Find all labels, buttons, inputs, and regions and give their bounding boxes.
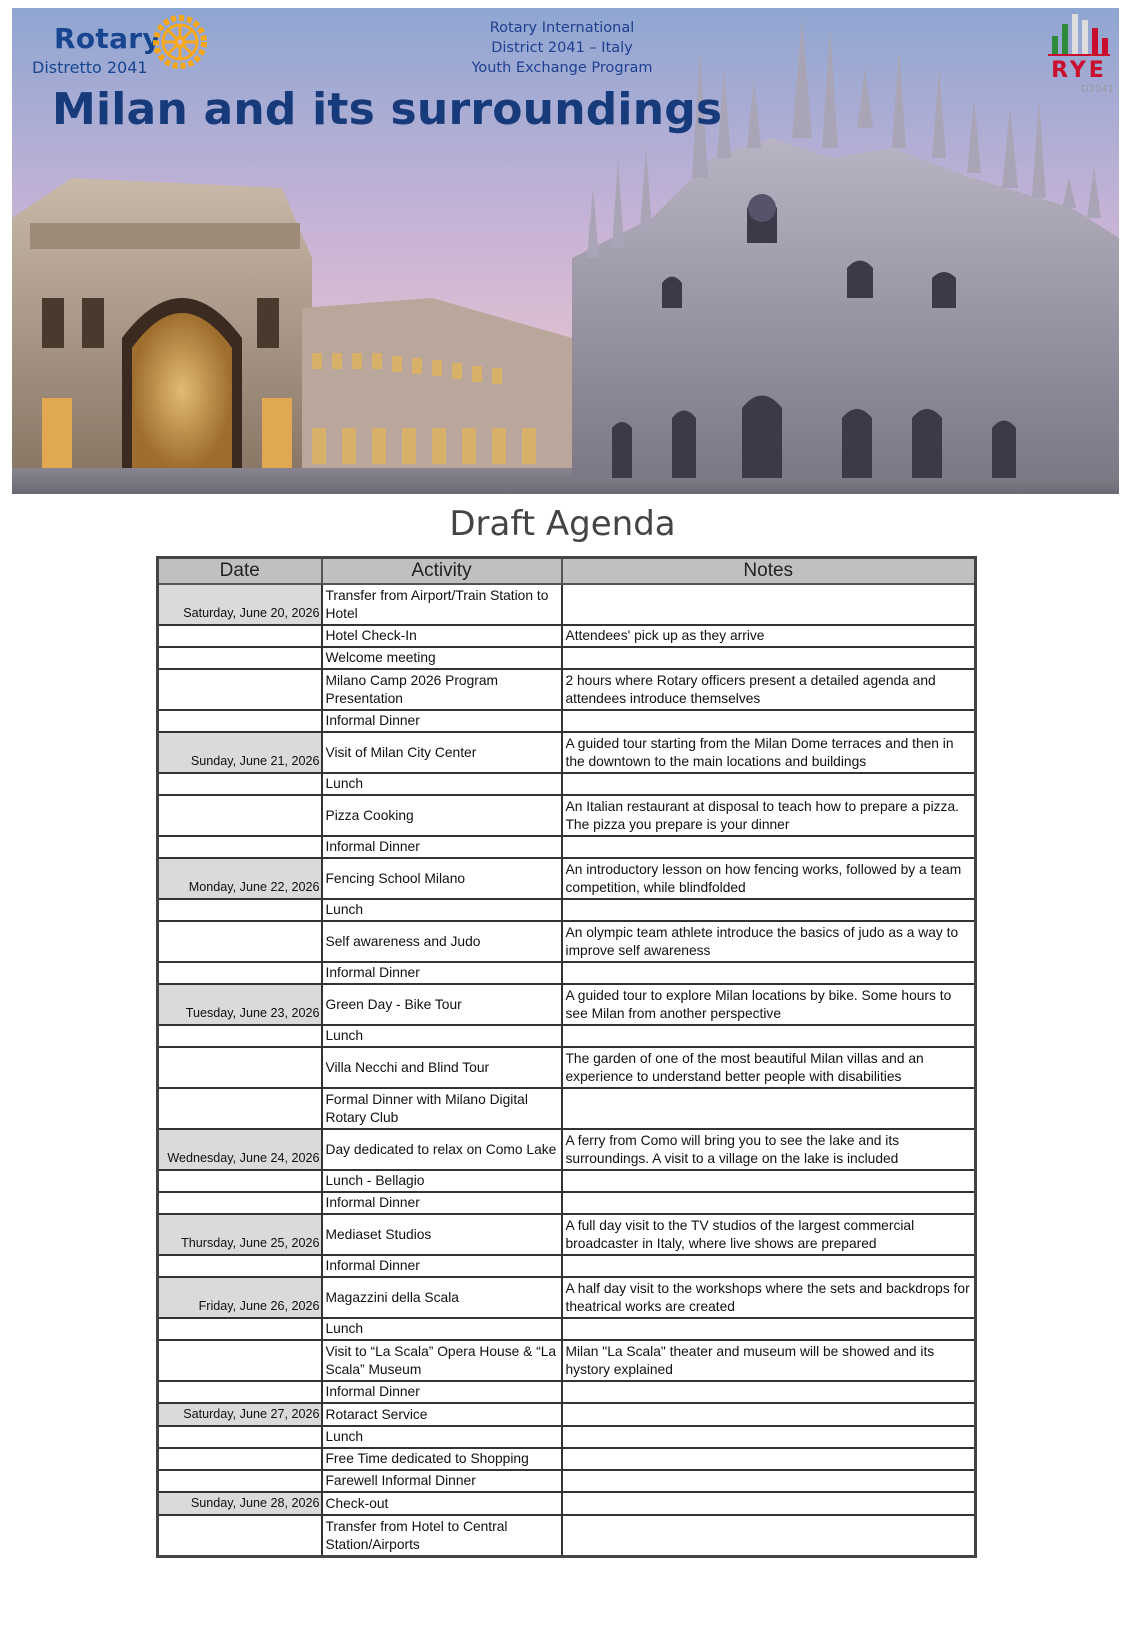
agenda-notes-cell: Milan "La Scala" theater and museum will be showed and its hystory explained [562, 1340, 976, 1381]
agenda-date-cell: Saturday, June 20, 2026 [158, 584, 322, 625]
agenda-notes-cell: A ferry from Como will bring you to see the lake and its surroundings. A visit to a village on the lake is included [562, 1129, 976, 1170]
agenda-notes-cell: A guided tour starting from the Milan Dome terraces and then in the downtown to the main locations and buildings [562, 732, 976, 773]
agenda-notes-cell: A guided tour to explore Milan locations by bike. Some hours to see Milan from another perspective [562, 984, 976, 1025]
agenda-activity-cell: Milano Camp 2026 Program Presentation [322, 669, 562, 710]
agenda-row [158, 1047, 976, 1088]
agenda-row [158, 1448, 976, 1470]
agenda-header-row [158, 558, 976, 585]
agenda-row [158, 732, 976, 773]
agenda-body [158, 584, 976, 1557]
rye-logo-subtext: D2041 [1080, 84, 1114, 95]
agenda-row [158, 669, 976, 710]
agenda-notes-cell [562, 1381, 976, 1403]
page-title: Milan and its surroundings [52, 84, 723, 135]
agenda-row [158, 1318, 976, 1340]
agenda-row [158, 1515, 976, 1557]
agenda-notes-cell [562, 962, 976, 984]
agenda-date-cell [158, 1381, 322, 1403]
rotary-wheel-icon [152, 14, 208, 70]
agenda-date-cell [158, 1318, 322, 1340]
agenda-activity-cell: Lunch [322, 899, 562, 921]
agenda-date-cell: Sunday, June 28, 2026 [158, 1492, 322, 1515]
agenda-activity-cell: Informal Dinner [322, 1255, 562, 1277]
agenda-date-cell: Saturday, June 27, 2026 [158, 1403, 322, 1426]
agenda-notes-cell [562, 1318, 976, 1340]
agenda-notes-cell: An olympic team athlete introduce the basics of judo as a way to improve self awareness [562, 921, 976, 962]
agenda-notes-cell [562, 836, 976, 858]
agenda-row [158, 1426, 976, 1448]
agenda-date-cell [158, 773, 322, 795]
rye-bars-icon [1044, 10, 1114, 56]
agenda-date-cell [158, 1047, 322, 1088]
agenda-date-cell [158, 1448, 322, 1470]
agenda-date-cell [158, 1170, 322, 1192]
agenda-date-cell: Friday, June 26, 2026 [158, 1277, 322, 1318]
agenda-activity-cell: Transfer from Hotel to Central Station/Airports [322, 1515, 562, 1557]
agenda-row [158, 1170, 976, 1192]
agenda-activity-cell: Farewell Informal Dinner [322, 1470, 562, 1492]
agenda-row [158, 836, 976, 858]
agenda-activity-cell: Lunch [322, 1426, 562, 1448]
agenda-date-cell [158, 1470, 322, 1492]
agenda-activity-cell: Lunch - Bellagio [322, 1170, 562, 1192]
agenda-row [158, 1025, 976, 1047]
agenda-notes-cell: 2 hours where Rotary officers present a detailed agenda and attendees introduce themselves [562, 669, 976, 710]
agenda-activity-cell: Fencing School Milano [322, 858, 562, 899]
agenda-notes-cell: Attendees' pick up as they arrive [562, 625, 976, 647]
agenda-row [158, 858, 976, 899]
agenda-date-cell [158, 1025, 322, 1047]
agenda-activity-cell: Day dedicated to relax on Como Lake [322, 1129, 562, 1170]
agenda-activity-cell: Rotaract Service [322, 1403, 562, 1426]
agenda-activity-cell: Formal Dinner with Milano Digital Rotary Club [322, 1088, 562, 1129]
agenda-notes-cell [562, 1426, 976, 1448]
agenda-row [158, 1088, 976, 1129]
agenda-row [158, 1214, 976, 1255]
agenda-notes-cell [562, 1448, 976, 1470]
header-banner [12, 8, 1119, 494]
agenda-row [158, 899, 976, 921]
column-header-notes: Notes [562, 558, 976, 585]
agenda-row [158, 710, 976, 732]
agenda-activity-cell: Informal Dinner [322, 962, 562, 984]
rotary-wordmark: Rotary [54, 22, 161, 55]
agenda-notes-cell [562, 1492, 976, 1515]
column-header-date: Date [158, 558, 322, 585]
agenda-notes-cell [562, 1170, 976, 1192]
ri-line-3: Youth Exchange Program [471, 60, 653, 76]
agenda-date-cell: Monday, June 22, 2026 [158, 858, 322, 899]
agenda-date-cell [158, 625, 322, 647]
agenda-notes-cell [562, 710, 976, 732]
agenda-notes-cell [562, 1255, 976, 1277]
agenda-notes-cell: The garden of one of the most beautiful Milan villas and an experience to understand better people with disabilities [562, 1047, 976, 1088]
agenda-activity-cell: Mediaset Studios [322, 1214, 562, 1255]
agenda-activity-cell: Green Day - Bike Tour [322, 984, 562, 1025]
agenda-notes-cell: A full day visit to the TV studios of the largest commercial broadcaster in Italy, where live shows are prepared [562, 1214, 976, 1255]
rye-logo [1044, 10, 1114, 100]
agenda-activity-cell: Self awareness and Judo [322, 921, 562, 962]
milan-cathedral-galleria-photo [12, 8, 1119, 494]
agenda-table [156, 556, 977, 1558]
agenda-row [158, 1403, 976, 1426]
agenda-notes-cell [562, 1025, 976, 1047]
agenda-date-cell: Tuesday, June 23, 2026 [158, 984, 322, 1025]
agenda-date-cell [158, 1192, 322, 1214]
agenda-date-cell [158, 1426, 322, 1448]
agenda-row [158, 1381, 976, 1403]
agenda-date-cell: Wednesday, June 24, 2026 [158, 1129, 322, 1170]
agenda-row [158, 1255, 976, 1277]
agenda-row [158, 773, 976, 795]
agenda-activity-cell: Free Time dedicated to Shopping [322, 1448, 562, 1470]
agenda-notes-cell [562, 773, 976, 795]
agenda-activity-cell: Informal Dinner [322, 1192, 562, 1214]
agenda-row [158, 1492, 976, 1515]
agenda-date-cell [158, 899, 322, 921]
agenda-row [158, 921, 976, 962]
agenda-row [158, 1129, 976, 1170]
agenda-activity-cell: Welcome meeting [322, 647, 562, 669]
agenda-row [158, 984, 976, 1025]
agenda-activity-cell: Visit of Milan City Center [322, 732, 562, 773]
agenda-notes-cell: A half day visit to the workshops where the sets and backdrops for theatrical works are created [562, 1277, 976, 1318]
agenda-row [158, 1277, 976, 1318]
agenda-activity-cell: Hotel Check-In [322, 625, 562, 647]
agenda-date-cell [158, 1088, 322, 1129]
agenda-date-cell [158, 921, 322, 962]
agenda-date-cell: Thursday, June 25, 2026 [158, 1214, 322, 1255]
ri-line-2: District 2041 – Italy [491, 40, 633, 56]
rotary-district-logo [22, 12, 202, 78]
agenda-notes-cell [562, 1470, 976, 1492]
agenda-date-cell: Sunday, June 21, 2026 [158, 732, 322, 773]
agenda-notes-cell: An Italian restaurant at disposal to teach how to prepare a pizza. The pizza you prepare is your dinner [562, 795, 976, 836]
agenda-activity-cell: Visit to “La Scala” Opera House & “La Scala” Museum [322, 1340, 562, 1381]
agenda-row [158, 1470, 976, 1492]
agenda-activity-cell: Lunch [322, 773, 562, 795]
agenda-date-cell [158, 1340, 322, 1381]
agenda-row [158, 584, 976, 625]
agenda-activity-cell: Magazzini della Scala [322, 1277, 562, 1318]
agenda-date-cell [158, 836, 322, 858]
rotary-district-label: Distretto 2041 [32, 58, 148, 77]
agenda-title: Draft Agenda [449, 504, 676, 544]
agenda-row [158, 647, 976, 669]
agenda-date-cell [158, 710, 322, 732]
agenda-date-cell [158, 1515, 322, 1557]
rye-logo-text: RYE [1051, 58, 1107, 83]
agenda-activity-cell: Check-out [322, 1492, 562, 1515]
agenda-activity-cell: Informal Dinner [322, 1381, 562, 1403]
agenda-activity-cell: Informal Dinner [322, 836, 562, 858]
agenda-activity-cell: Lunch [322, 1318, 562, 1340]
agenda-date-cell [158, 1255, 322, 1277]
agenda-activity-cell: Transfer from Airport/Train Station to Hotel [322, 584, 562, 625]
agenda-date-cell [158, 962, 322, 984]
agenda-row [158, 625, 976, 647]
agenda-date-cell [158, 647, 322, 669]
agenda-notes-cell [562, 1403, 976, 1426]
agenda-date-cell [158, 795, 322, 836]
agenda-notes-cell [562, 647, 976, 669]
agenda-notes-cell [562, 1515, 976, 1557]
agenda-activity-cell: Lunch [322, 1025, 562, 1047]
agenda-activity-cell: Villa Necchi and Blind Tour [322, 1047, 562, 1088]
agenda-notes-cell [562, 584, 976, 625]
column-header-activity: Activity [322, 558, 562, 585]
agenda-row [158, 795, 976, 836]
agenda-notes-cell [562, 1088, 976, 1129]
agenda-date-cell [158, 669, 322, 710]
agenda-notes-cell [562, 1192, 976, 1214]
agenda-notes-cell [562, 899, 976, 921]
agenda-notes-cell: An introductory lesson on how fencing works, followed by a team competition, while blindfolded [562, 858, 976, 899]
agenda-activity-cell: Pizza Cooking [322, 795, 562, 836]
agenda-row [158, 962, 976, 984]
ri-line-1: Rotary International [489, 20, 635, 36]
rotary-international-info [442, 18, 682, 78]
agenda-row [158, 1192, 976, 1214]
agenda-activity-cell: Informal Dinner [322, 710, 562, 732]
agenda-row [158, 1340, 976, 1381]
